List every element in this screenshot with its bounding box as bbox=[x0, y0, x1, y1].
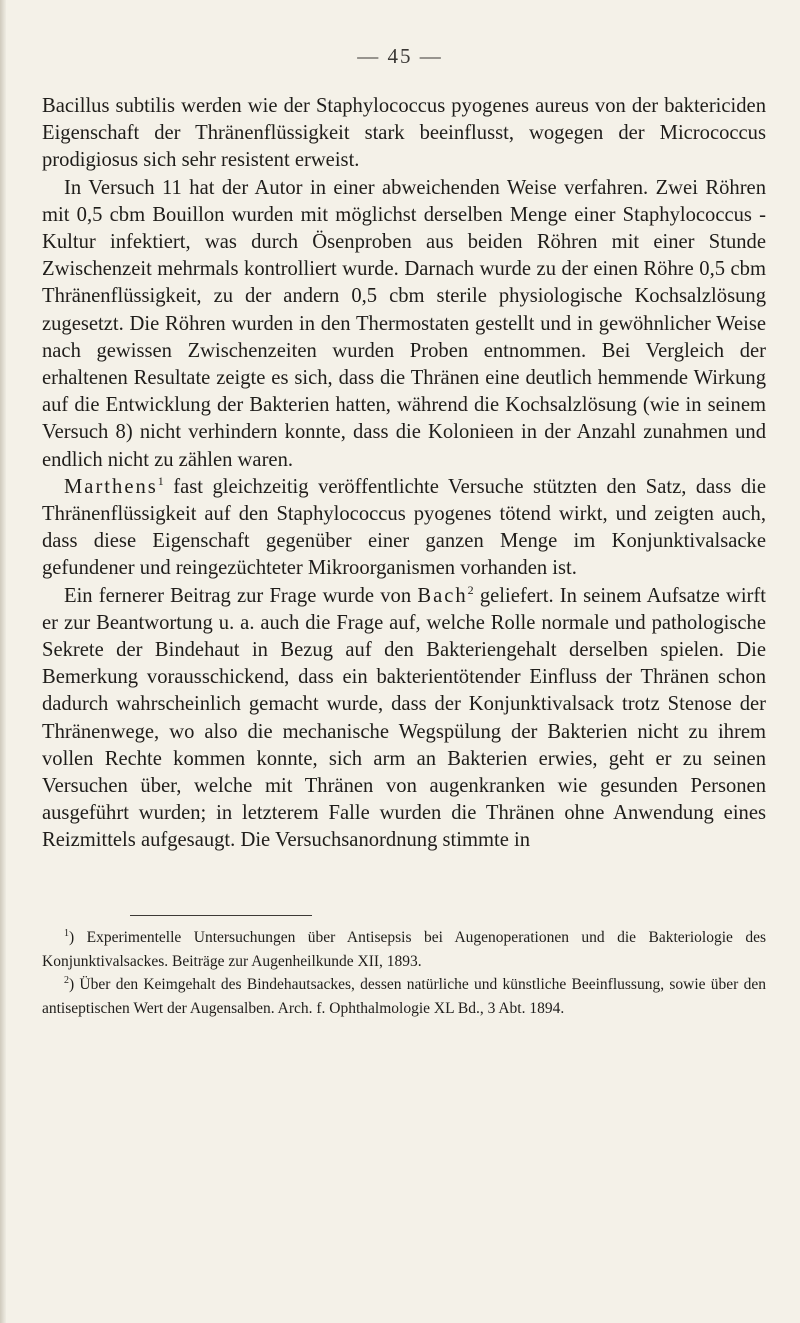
author-name: Marthens bbox=[64, 475, 158, 498]
footnotes bbox=[42, 926, 766, 1020]
page-number: — 45 — bbox=[357, 44, 443, 68]
footnote bbox=[42, 973, 766, 1020]
footnote bbox=[42, 926, 766, 973]
footnote-text: ) Über den Keimgehalt des Bindehautsackes, dessen natürliche und künstliche Beeinflussung, sowie über den antiseptischen Wert der Augensalben. Arch. f. Ophthalmologie XL Bd., 3 Abt. 1894. bbox=[42, 976, 766, 1017]
footnote-ref: 2 bbox=[467, 582, 474, 597]
footnote-ref: 1 bbox=[157, 473, 164, 488]
body-text bbox=[42, 93, 766, 855]
paragraph: Bacillus subtilis werden wie der Staphylococcus pyogenes aureus von der baktericiden Eigenschaft der Thränenflüssigkeit stark beeinflusst, wogegen der Micrococcus prodigiosus sich sehr resistent erweist. bbox=[42, 95, 766, 172]
footnote-text: ) Experimentelle Untersuchungen über Antisepsis bei Augenoperationen und die Bakteriologie des Konjunktivalsackes. Beiträge zur Augenheilkunde XII, 1893. bbox=[42, 929, 766, 970]
footnote-mark: 1 bbox=[64, 927, 69, 939]
paragraph bbox=[42, 474, 766, 583]
footnote-divider bbox=[130, 915, 312, 916]
paragraph bbox=[42, 583, 766, 855]
paragraph-text: Ein fernerer Beitrag zur Frage wurde von bbox=[64, 584, 418, 607]
page-edge-shadow bbox=[0, 0, 6, 1323]
paragraph: In Versuch 11 hat der Autor in einer abweichenden Weise verfahren. Zwei Röhren mit 0,5 cbm Bouillon wurden mit möglichst derselben Menge einer Staphylococcus - Kultur infektiert, was durch Ösenproben aus beiden Röhren mit einer Stunde Zwischenzeit mehrmals kontrolliert wurde. Darnach wurde zu der einen Röhre 0,5 cbm Thränenflüssigkeit, zu der andern 0,5 cbm sterile physiologische Kochsalzlösung zugesetzt. Die Röhren wurden in den Thermostaten gestellt und in gewöhnlicher Weise nach gewissen Zwischenzeiten wurden Proben entnommen. Bei Vergleich der erhaltenen Resultate zeigte es sich, dass die Thränen eine deutlich hemmende Wirkung auf die Entwicklung der Bakterien hatten, während die Kochsalzlösung (wie in seinem Versuch 8) nicht verhindern konnte, dass die Kolonieen in der Anzahl zunahmen und endlich nicht zu zählen waren. bbox=[42, 176, 766, 471]
paragraph-text: fast gleichzeitig veröffentlichte Versuche stützten den Satz, dass die Thränenflüssigkeit auf den Staphylococcus pyogenes tötend wirkt, und zeigten auch, dass diese Eigenschaft gegenüber einer ganzen Menge im Konjunktivalsacke gefundener und reingezüchteter Mikroorganismen vorhanden ist. bbox=[42, 475, 766, 580]
paragraph-text: geliefert. In seinem Aufsatze wirft er zur Beantwortung u. a. auch die Frage auf, welche Rolle normale und pathologische Sekrete der Bindehaut in Bezug auf den Bakteriengehalt derselben spielen. Die Bemerkung vorausschickend, dass ein bakterientötender Einfluss der Thränen schon dadurch wahrscheinlich gemacht wurde, dass der Konjunktivalsack trotz Stenose der Thränenwege, wo also die mechanische Wegspülung der Bakterien nicht zu ihrem vollen Rechte kommen konnte, sich arm an Bakterien erwies, geht er zu seinen Versuchen über, welche mit Thränen von augenkranken wie gesunden Personen ausgeführt wurden; in letzterem Falle wurden die Thränen ohne Anwendung eines Reizmittels aufgesaugt. Die Versuchsanordnung stimmte in bbox=[42, 584, 766, 852]
footnote-mark: 2 bbox=[64, 975, 69, 987]
author-name: Bach bbox=[417, 584, 468, 607]
